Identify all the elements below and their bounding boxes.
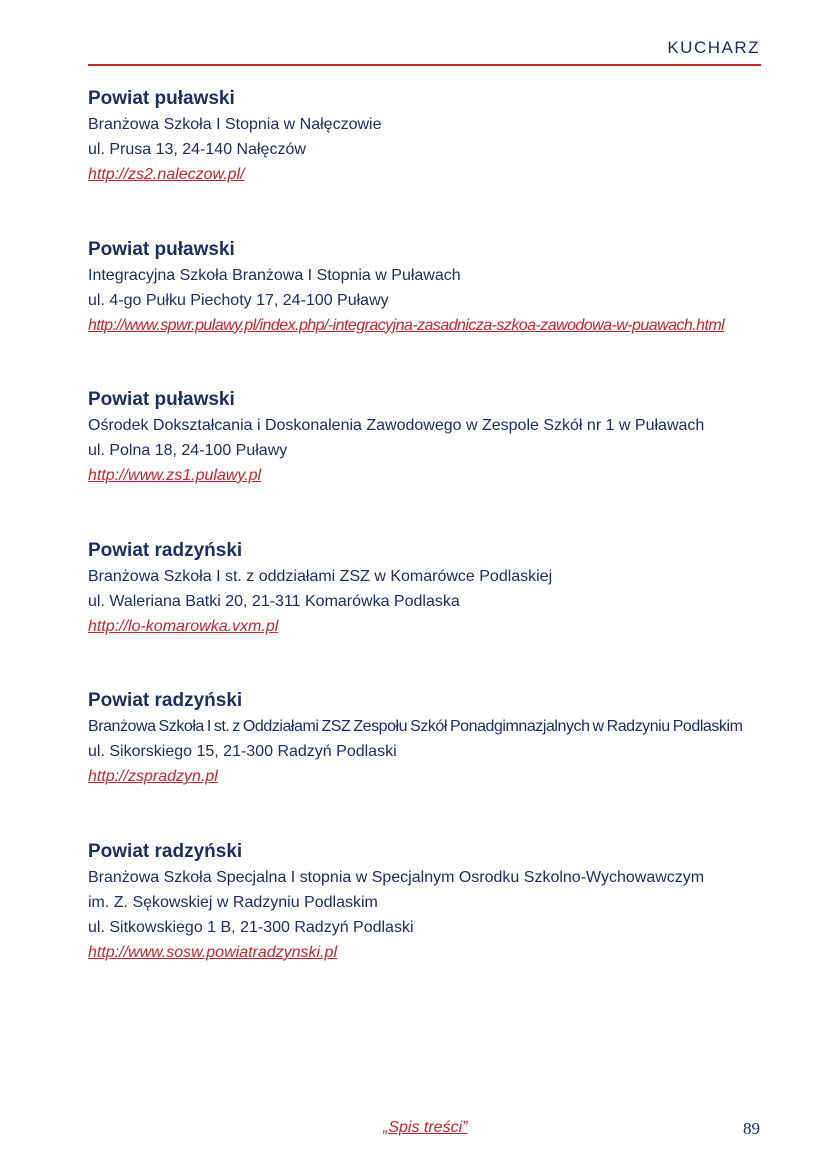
school-entry <box>88 86 788 237</box>
school-address: ul. Waleriana Batki 20, 21-311 Komarówka Podlaska <box>88 592 460 610</box>
school-list <box>88 86 788 989</box>
district-heading: Powiat radzyński <box>88 840 243 862</box>
school-address: ul. Sikorskiego 15, 21-300 Radzyń Podlaski <box>88 743 397 760</box>
school-name: Branżowa Szkoła I st. z Oddziałami ZSZ Zespołu Szkół Ponadgimnazjalnych w Radzyniu Podlaskim <box>88 718 743 735</box>
school-website-link[interactable]: http://www.sosw.powiatradzynski.pl <box>88 943 337 961</box>
table-of-contents-link[interactable]: „Spis treści” <box>383 1119 468 1136</box>
school-entry <box>88 387 788 538</box>
district-heading: Powiat puławski <box>88 88 235 109</box>
district-heading: Powiat puławski <box>88 238 235 260</box>
school-address: ul. Sitkowskiego 1 B, 21-300 Radzyń Podlaski <box>88 918 414 936</box>
school-address: ul. Prusa 13, 24-140 Nałęczów <box>88 141 306 158</box>
district-heading: Powiat radzyński <box>88 690 243 711</box>
school-address: ul. 4-go Pułku Piechoty 17, 24-100 Puławy <box>88 291 389 309</box>
header-divider <box>88 64 761 66</box>
school-name: Ośrodek Dokształcania i Doskonalenia Zawodowego w Zespole Szkół nr 1 w Puławach <box>88 417 705 434</box>
school-entry <box>88 839 788 990</box>
school-name: Branżowa Szkoła I Stopnia w Nałęczowie <box>88 116 382 133</box>
school-name: Integracyjna Szkoła Branżowa I Stopnia w Puławach <box>88 266 461 284</box>
school-website-link[interactable]: http://www.zs1.pulawy.pl <box>88 467 262 484</box>
school-website-link[interactable]: http://zs2.naleczow.pl/ <box>88 166 245 183</box>
school-name: Branżowa Szkoła I st. z oddziałami ZSZ w Komarówce Podlaskiej <box>88 567 553 585</box>
school-website-link[interactable]: http://lo-komarowka.vxm.pl <box>88 617 279 635</box>
district-heading: Powiat radzyński <box>88 539 243 561</box>
section-title: KUCHARZ <box>667 38 760 57</box>
page-number: 89 <box>743 1119 760 1138</box>
school-name: Branżowa Szkoła Specjalna I stopnia w Specjalnym Osrodku Szkolno-Wychowawczym <box>88 868 705 886</box>
school-address: ul. Polna 18, 24-100 Puławy <box>88 442 288 459</box>
school-website-link[interactable]: http://zspradzyn.pl <box>88 768 218 785</box>
school-name-continued: im. Z. Sękowskiej w Radzyniu Podlaskim <box>88 893 378 911</box>
school-website-link[interactable]: http://www.spwr.pulawy.pl/index.php/-integracyjna-zasadnicza-szkoa-zawodowa-w-puawach.html <box>88 316 725 334</box>
district-heading: Powiat puławski <box>88 389 235 410</box>
school-entry <box>88 688 788 839</box>
school-entry <box>88 237 788 388</box>
school-entry <box>88 538 788 689</box>
